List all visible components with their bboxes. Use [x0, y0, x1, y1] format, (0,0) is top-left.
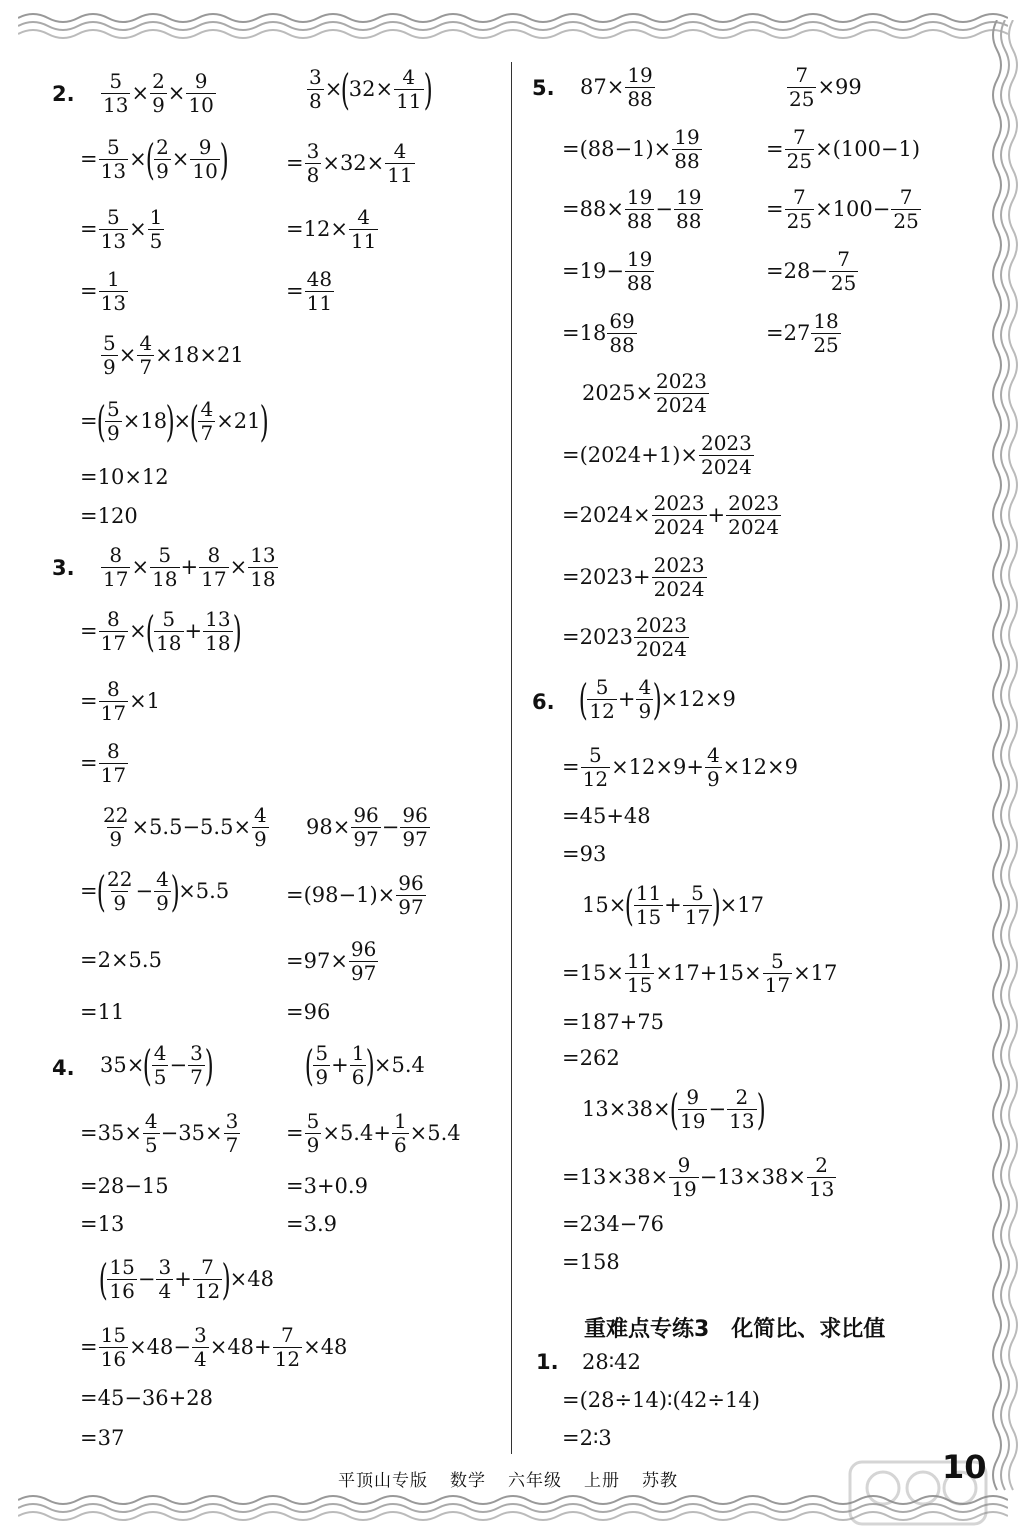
equation-line: = $\frac{48}{11}$: [286, 267, 333, 315]
equation-line: = $\frac{7}{25}$ ×100− $\frac{7}{25}$: [766, 185, 919, 233]
equation-line: =158: [562, 1250, 620, 1274]
equation-line: =93: [562, 842, 607, 866]
equation-line: =(98−1)× $\frac{96}{97}$: [286, 871, 424, 919]
footer-publisher: 苏教: [642, 1471, 678, 1491]
equation-line: $\frac{5}{13}$ × $\frac{2}{9}$ × $\frac{9}{10}$: [103, 69, 214, 117]
equation-line: ( $\frac{5}{9}$ + $\frac{1}{6}$ ) ×5.4: [304, 1040, 425, 1090]
equation-line: =(2024+1)× $\frac{2023}{2024}$: [562, 431, 752, 479]
equation-line: =10×12: [80, 465, 169, 489]
footer-grade: 六年级: [508, 1471, 562, 1491]
problem-number: 5.: [532, 76, 555, 100]
equation-line: = $\frac{5}{12}$ ×12×9+ $\frac{4}{9}$ ×12×9: [562, 743, 798, 791]
equation-line: $\frac{8}{17}$ × $\frac{5}{18}$ + $\frac{8}{17}$ × $\frac{13}{18}$: [103, 543, 276, 591]
problem-number: 1.: [536, 1350, 559, 1374]
equation-line: =2023 $\frac{2023}{2024}$: [562, 613, 687, 661]
equation-line: 13×38× ( $\frac{9}{19}$ − $\frac{2}{13}$ ): [582, 1084, 766, 1134]
equation-line: = ( $\frac{5}{9}$ ×18 ) × ( $\frac{4}{7}$ ×21 ): [80, 396, 269, 446]
equation-line: 87× $\frac{19}{88}$: [580, 63, 653, 111]
equation-line: =88× $\frac{19}{88}$ − $\frac{19}{88}$: [562, 185, 702, 233]
equation-line: = $\frac{5}{13}$ × $\frac{1}{5}$: [80, 205, 163, 253]
equation-line: =27 $\frac{18}{25}$: [766, 309, 839, 357]
equation-line: = $\frac{3}{8}$ ×32× $\frac{4}{11}$: [286, 139, 413, 187]
equation-line: =96: [286, 1000, 331, 1024]
equation-line: ( $\frac{5}{12}$ + $\frac{4}{9}$ ) ×12×9: [578, 674, 736, 724]
problem-number: 2.: [52, 82, 75, 106]
equation-line: $\frac{7}{25}$ ×99: [789, 63, 862, 111]
equation-line: =19− $\frac{19}{88}$: [562, 247, 653, 295]
equation-line: =2×5.5: [80, 948, 162, 972]
equation-line: =45+48: [562, 804, 651, 828]
footer: [338, 1466, 700, 1491]
equation-line: =11: [80, 1000, 125, 1024]
equation-line: = ( $\frac{22}{9}$ − $\frac{4}{9}$ ) ×5.5: [80, 866, 230, 916]
equation-line: = $\frac{8}{17}$: [80, 739, 127, 787]
equation-line: = $\frac{15}{16}$ ×48− $\frac{3}{4}$ ×48+ $\frac{7}{12}$ ×48: [80, 1323, 348, 1371]
wavy-border-top: [18, 6, 1008, 46]
wavy-border-right: [985, 20, 1025, 1500]
equation-line: =2024× $\frac{2023}{2024}$ + $\frac{2023}{2024}$: [562, 491, 780, 539]
equation-line: =18 $\frac{69}{88}$: [562, 309, 635, 357]
equation-line: = $\frac{7}{25}$ ×(100−1): [766, 125, 921, 173]
equation-line: $\frac{22}{9}$ ×5.5−5.5× $\frac{4}{9}$: [103, 803, 267, 851]
equation-line: =(88−1)× $\frac{19}{88}$: [562, 125, 700, 173]
equation-line: =28− $\frac{7}{25}$: [766, 247, 857, 295]
equation-line: $\frac{5}{9}$ × $\frac{4}{7}$ ×18×21: [103, 331, 244, 379]
equation-line: ( $\frac{15}{16}$ − $\frac{3}{4}$ + $\frac{7}{12}$ ) ×48: [98, 1254, 274, 1304]
equation-line: =3+0.9: [286, 1174, 368, 1198]
problem-number: 3.: [52, 556, 75, 580]
equation-line: =13×38× $\frac{9}{19}$ −13×38× $\frac{2}{13}$: [562, 1153, 835, 1201]
equation-line: 2025× $\frac{2023}{2024}$: [582, 369, 707, 417]
equation-line: 15× ( $\frac{11}{15}$ + $\frac{5}{17}$ ) ×17: [582, 880, 764, 930]
equation-line: =12× $\frac{4}{11}$: [286, 205, 377, 253]
equation-line: $\frac{3}{8}$ × ( 32× $\frac{4}{11}$ ): [309, 64, 433, 114]
equation-line: =97× $\frac{96}{97}$: [286, 937, 377, 985]
equation-line: 98× $\frac{96}{97}$ − $\frac{96}{97}$: [306, 803, 428, 851]
equation-line: =2∶3: [562, 1426, 612, 1450]
equation-line: =262: [562, 1046, 620, 1070]
equation-line: =35× $\frac{4}{5}$ −35× $\frac{3}{7}$: [80, 1109, 239, 1157]
equation-line: =13: [80, 1212, 125, 1236]
equation-line: 35× ( $\frac{4}{5}$ − $\frac{3}{7}$ ): [100, 1040, 214, 1090]
equation-line: =234−76: [562, 1212, 664, 1236]
equation-line: = $\frac{8}{17}$ × ( $\frac{5}{18}$ + $\frac{13}{18}$ ): [80, 606, 242, 656]
equation-line: =15× $\frac{11}{15}$ ×17+15× $\frac{5}{17}$ ×17: [562, 949, 838, 997]
footer-subject: 数学: [450, 1471, 486, 1491]
equation-line: = $\frac{1}{13}$: [80, 267, 127, 315]
equation-line: =187+75: [562, 1010, 664, 1034]
equation-line: =2023+ $\frac{2023}{2024}$: [562, 553, 705, 601]
footer-edition: 平顶山专版: [338, 1471, 428, 1491]
equation-line: =37: [80, 1426, 125, 1450]
equation-line: = $\frac{5}{13}$ × ( $\frac{2}{9}$ × $\frac{9}{10}$ ): [80, 134, 229, 184]
section-title: 重难点专练3 化简比、求比值: [584, 1317, 886, 1342]
problem-number: 6.: [532, 690, 555, 714]
equation-line: = $\frac{5}{9}$ ×5.4+ $\frac{1}{6}$ ×5.4: [286, 1109, 461, 1157]
footer-volume: 上册: [584, 1471, 620, 1491]
equation-line: =28−15: [80, 1174, 169, 1198]
equation-line: =120: [80, 504, 138, 528]
column-divider: [511, 62, 512, 1454]
equation-line: =45−36+28: [80, 1386, 213, 1410]
equation-line: =3.9: [286, 1212, 337, 1236]
equation-line: 28∶42: [582, 1350, 641, 1374]
problem-number: 4.: [52, 1056, 75, 1080]
page-number: 10: [942, 1448, 987, 1486]
equation-line: = $\frac{8}{17}$ ×1: [80, 677, 161, 725]
equation-line: =(28÷14)∶(42÷14): [562, 1388, 760, 1412]
